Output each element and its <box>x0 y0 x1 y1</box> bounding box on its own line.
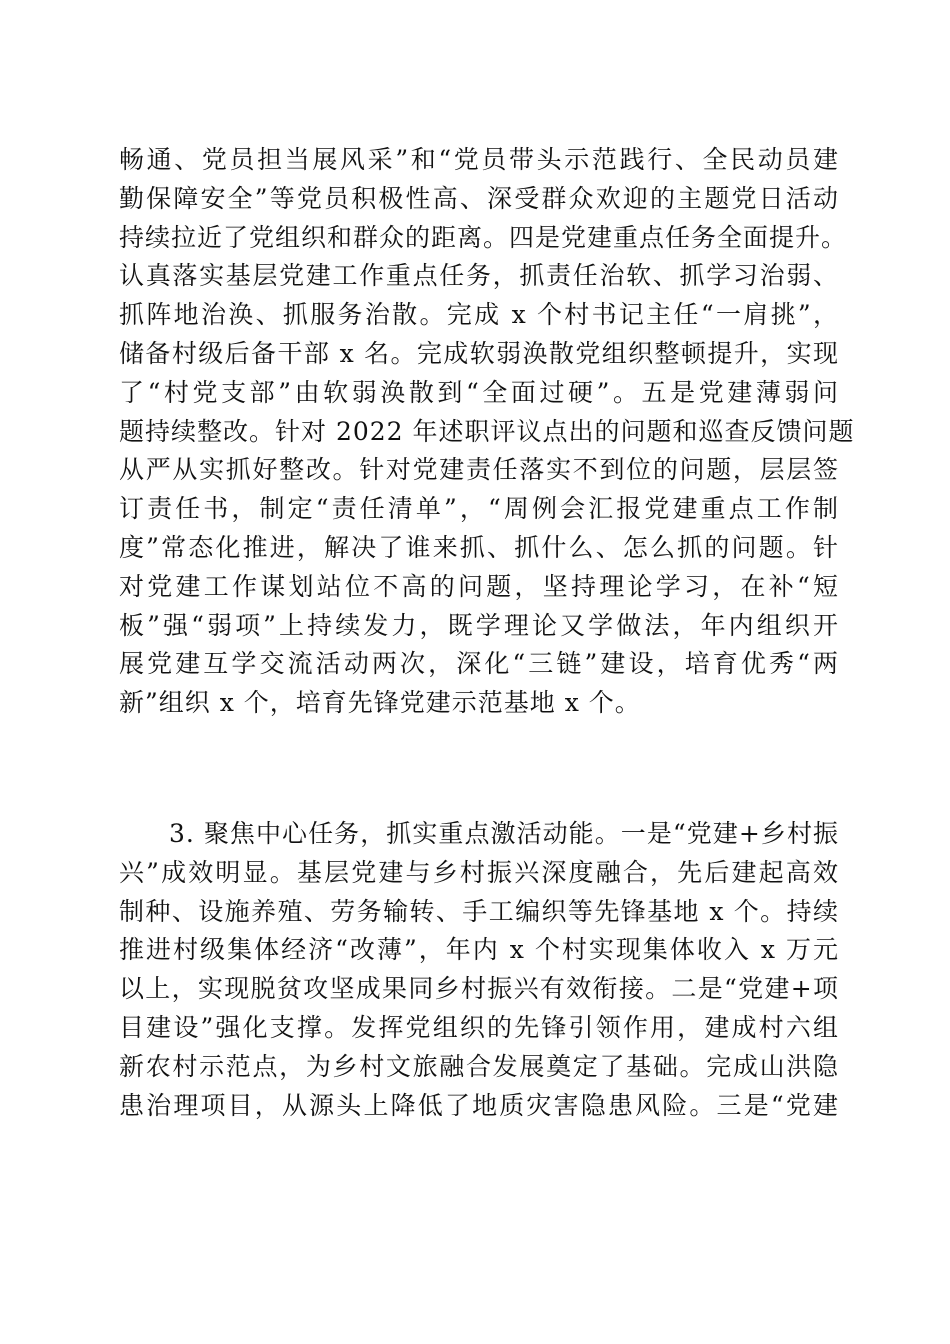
text-line: 展党建互学交流活动两次，深化“三链”建设，培育优秀“两 <box>119 649 839 679</box>
text-line: 题持续整改。针对 2022 年述职评议点出的问题和巡查反馈问题 <box>119 416 855 446</box>
text-line: 储备村级后备干部 x 名。完成软弱涣散党组织整顿提升，实现 <box>119 338 839 368</box>
text-line: 从严从实抓好整改。针对党建责任落实不到位的问题，层层签 <box>119 455 839 485</box>
paragraph-2 <box>119 815 839 1125</box>
text-line: 度”常态化推进，解决了谁来抓、抓什么、怎么抓的问题。针 <box>119 532 839 562</box>
paragraph-1 <box>119 141 855 723</box>
text-line: 制种、设施养殖、劳务输转、手工编织等先锋基地 x 个。持续 <box>119 896 839 926</box>
text-line: 了“村党支部”由软弱涣散到“全面过硬”。五是党建薄弱问 <box>119 377 839 407</box>
text-line: 抓阵地治涣、抓服务治散。完成 x 个村书记主任“一肩挑”， <box>119 300 839 330</box>
text-line: 推进村级集体经济“改薄”，年内 x 个村实现集体收入 x 万元 <box>119 935 839 965</box>
text-line: 畅通、党员担当展风采”和“党员带头示范践行、全民动员建 <box>119 145 839 174</box>
text-line: 持续拉近了党组织和群众的距离。四是党建重点任务全面提升。 <box>119 222 848 252</box>
text-line: 对党建工作谋划站位不高的问题，坚持理论学习，在补“短 <box>119 571 839 601</box>
text-line: 新农村示范点，为乡村文旅融合发展奠定了基础。完成山洪隐 <box>119 1051 839 1081</box>
text-line: 目建设”强化支撑。发挥党组织的先锋引领作用，建成村六组 <box>119 1012 839 1042</box>
text-line: 订责任书，制定“责任清单”，“周例会汇报党建重点工作制 <box>119 494 839 524</box>
text-line: 兴”成效明显。基层党建与乡村振兴深度融合，先后建起高效 <box>119 857 839 887</box>
text-line: 认真落实基层党建工作重点任务，抓责任治软、抓学习治弱、 <box>119 261 839 291</box>
text-line: 患治理项目，从源头上降低了地质灾害隐患风险。三是“党建 <box>119 1090 839 1120</box>
text-line: 3. 聚焦中心任务，抓实重点激活动能。一是“党建+乡村振 <box>169 819 839 848</box>
text-line: 勤保障安全”等党员积极性高、深受群众欢迎的主题党日活动 <box>119 183 839 213</box>
text-line: 板”强“弱项”上持续发力，既学理论又学做法，年内组织开 <box>119 610 839 640</box>
text-line: 以上，实现脱贫攻坚成果同乡村振兴有效衔接。二是“党建+项 <box>119 974 839 1004</box>
text-line: 新”组织 x 个，培育先锋党建示范基地 x 个。 <box>119 688 641 718</box>
